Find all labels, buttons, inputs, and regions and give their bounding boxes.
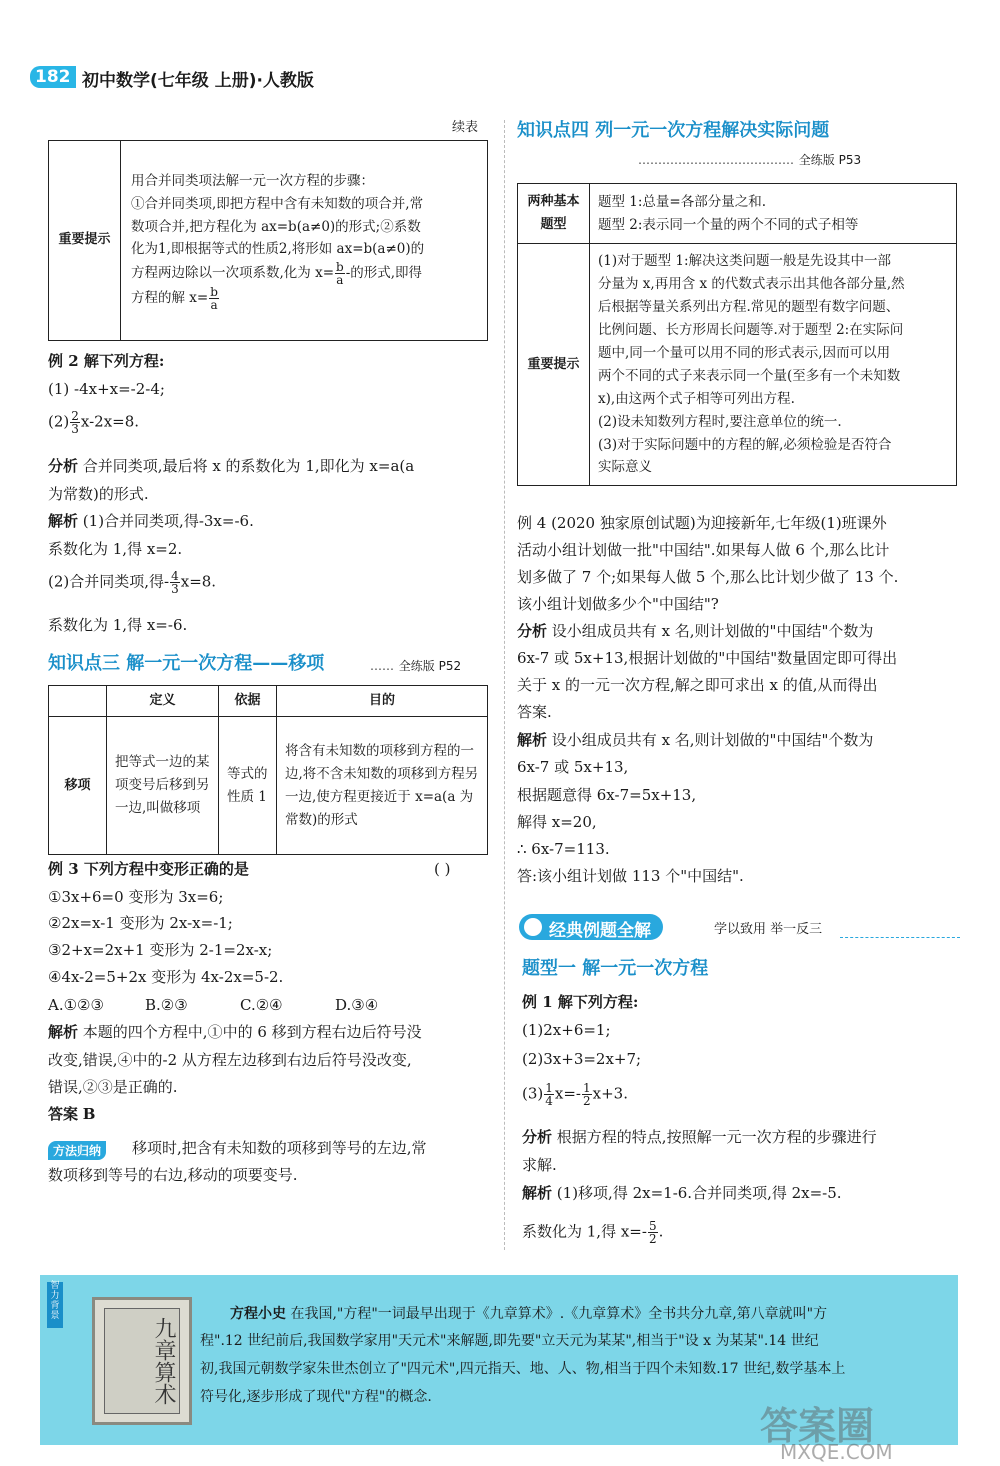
tip-table (48, 140, 488, 341)
knowledge-point-3-ref: …… 全练版 P52 (370, 659, 462, 673)
section-banner: 经典例题全解 (519, 914, 663, 940)
page-number: 182 (30, 66, 76, 88)
choice-b: B.②③ (145, 996, 188, 1014)
fraction: $\frac{b}{a}$ (210, 285, 218, 313)
example-4-solution: 解析 设小组成员共有 x 名,则计划做的"中国结"个数为 (517, 731, 874, 749)
example-2-analysis-2: 为常数)的形式. (48, 485, 149, 503)
note-line: (3)对于实际问题中的方程的解,必须检验是否符合 (598, 436, 892, 453)
note-line: 题中,同一个量可以用不同的形式表示,因而可以用 (598, 344, 891, 361)
types-table-label: 两种基本题型 (518, 184, 590, 244)
example-4-analysis: 6x-7 或 5x+13,根据计划做的"中国结"数量固定即可得出 (517, 649, 898, 667)
example-2-solution-2: 系数化为 1,得 x=2. (48, 540, 183, 558)
knowledge-point-4-title: 知识点四 列一元一次方程解决实际问题 (517, 120, 830, 141)
history-line-4: 符号化,逐步形成了现代"方程"的概念. (200, 1389, 432, 1405)
banner-underline (840, 937, 960, 938)
watermark-logo: 答案圈 (760, 1404, 875, 1448)
note-line: 比例问题、长方形周长问题等.对于题型 2:在实际问 (598, 321, 904, 338)
method-summary-2: 数项移到等号的右边,移动的项要变号. (48, 1166, 298, 1184)
move-table-header: 定义 (107, 686, 219, 717)
watermark-url: MXQE.COM (780, 1440, 893, 1464)
type-1-solution-2: 系数化为 1,得 x=- $\frac{5}{2}$ . (522, 1219, 664, 1246)
side-tab: 智力背景 (47, 1282, 63, 1328)
example-2-solution-1: 解析 (1)合并同类项,得-3x=-6. (48, 512, 254, 530)
fraction: $\frac{b}{a}$ (336, 260, 344, 288)
move-table-purpose: 将含有未知数的项移到方程的一边,将不含未知数的项移到方程另一边,使方程更接近于 x=a(a 为常数)的形式 (277, 717, 488, 855)
answer-bracket: ( ) (434, 860, 451, 878)
example-2-solution-4: 系数化为 1,得 x=-6. (48, 616, 188, 634)
example-4-solution: 解得 x=20, (517, 813, 597, 831)
types-table (517, 183, 957, 486)
type-2-text: 题型 2:表示同一个量的两个不同的式子相等 (598, 216, 859, 233)
example-4-line: 活动小组计划做一批"中国结".如果每人做 6 个,那么比计 (517, 541, 890, 559)
method-summary-tag: 方法归纳 (48, 1141, 106, 1160)
example-4-line: 划多做了 7 个;如果每人做 5 个,那么比计划少做了 13 个. (517, 568, 899, 586)
example-3-solution-3: 错误,②③是正确的. (48, 1078, 178, 1096)
tip-line: ①合并同类项,即把方程中含有未知数的项合并,常 (131, 195, 424, 212)
history-line-2: 程".12 世纪前后,我国数学家用"天元术"来解题,即先要"立天元为某某",相当于"设 x 为某某".14 世纪 (200, 1333, 819, 1349)
note-line: x),由这两个式子相等可列出方程. (598, 390, 795, 407)
example-2-problem-1: (1) -4x+x=-2-4; (48, 380, 165, 398)
example-4-solution: ∴ 6x-7=113. (517, 840, 610, 858)
type-1-example-title: 例 1 解下列方程: (522, 993, 639, 1011)
type-1-problem-2: (2)3x+3=2x+7; (522, 1050, 642, 1068)
move-table-header: 目的 (277, 686, 488, 717)
example-2-solution-3: (2)合并同类项,得- $\frac{4}{3}$ x=8. (48, 569, 217, 596)
type-1-problem-3: (3) $\frac{1}{4}$ x=- $\frac{1}{2}$ x+3. (522, 1081, 628, 1108)
example-4-line: 例 4 (2020 独家原创试题)为迎接新年,七年级(1)班课外 (517, 514, 887, 532)
note-line: (1)对于题型 1:解决这类问题一般是先设其中一部 (598, 253, 892, 269)
types-table-types (590, 184, 957, 244)
move-table-corner (49, 686, 107, 717)
example-4-solution: 6x-7 或 5x+13, (517, 758, 629, 776)
tip-line: 方程两边除以一次项系数,化为 x= $\frac{b}{a}$ -的形式,即得 (131, 260, 423, 288)
note-line: 分量为 x,再用含 x 的代数式表示出其他各部分量,然 (598, 275, 905, 292)
banner-icon (524, 918, 542, 936)
example-4-analysis: 关于 x 的一元一次方程,解之即可求出 x 的值,从而得出 (517, 676, 878, 694)
example-4-solution: 答:该小组计划做 113 个"中国结". (517, 867, 744, 885)
choice-c: C.②④ (240, 996, 283, 1014)
example-2-title: 例 2 解下列方程: (48, 352, 165, 370)
knowledge-point-3-title: 知识点三 解一元一次方程——移项 (48, 653, 325, 674)
type-1-problem-1: (1)2x+6=1; (522, 1021, 611, 1039)
type-1-text: 题型 1:总量=各部分量之和. (598, 193, 767, 210)
tip-table-label: 重要提示 (49, 141, 121, 341)
example-3-option: ②2x=x-1 变形为 2x-x=-1; (48, 914, 233, 932)
method-summary-1: 移项时,把含有未知数的项移到等号的左边,常 (132, 1139, 427, 1157)
example-3-title: 例 3 下列方程中变形正确的是 (48, 860, 249, 878)
page-title: 初中数学(七年级 上册)·人教版 (82, 71, 314, 91)
note-line: 后根据等量关系列出方程.常见的题型有数字问题、 (598, 298, 900, 315)
choice-d: D.③④ (335, 996, 379, 1014)
banner-subtitle: 学以致用 举一反三 (714, 922, 823, 937)
example-3-solution-1: 解析 本题的四个方程中,①中的 6 移到方程右边后符号没 (48, 1023, 422, 1041)
move-table (48, 685, 488, 855)
types-table-notes (590, 244, 957, 486)
example-3-answer: 答案 B (48, 1105, 96, 1123)
knowledge-point-4-ref: ………………………………… 全练版 P53 (638, 153, 862, 167)
fraction: $\frac{1}{4}$ (545, 1081, 553, 1108)
tip-line: 用合并同类项法解一元一次方程的步骤： (131, 172, 374, 189)
example-4-analysis: 答案. (517, 703, 552, 721)
move-table-row-label: 移项 (49, 717, 107, 855)
move-table-basis: 等式的性质 1 (219, 717, 277, 855)
move-table-definition: 把等式一边的某项变号后移到另一边,叫做移项 (107, 717, 219, 855)
book-cover-title: 九章算术 (104, 1308, 180, 1414)
note-line: 实际意义 (598, 459, 652, 476)
fraction: $\frac{5}{2}$ (648, 1219, 657, 1246)
continued-label: 续表 (452, 120, 479, 135)
example-4-analysis: 分析 设小组成员共有 x 名,则计划做的"中国结"个数为 (517, 622, 874, 640)
example-4-solution: 根据题意得 6x-7=5x+13, (517, 786, 697, 804)
tip-table-content (121, 141, 488, 341)
fraction: $\frac{4}{3}$ (171, 569, 179, 596)
history-line-3: 初,我国元朝数学家朱世杰创立了"四元术",四元指天、地、人、物,相当于四个未知数.17 世纪,数学基本上 (200, 1361, 846, 1377)
move-table-header: 依据 (219, 686, 277, 717)
question-type-1-title: 题型一 解一元一次方程 (522, 958, 709, 979)
example-3-option: ③2+x=2x+1 变形为 2-1=2x-x; (48, 941, 273, 959)
choice-a: A.①②③ (48, 996, 104, 1014)
tip-line: 数项合并,把方程化为 ax=b(a≠0)的形式;②系数 (131, 218, 421, 235)
fraction: $\frac{2}{3}$ (71, 409, 79, 436)
type-1-solution-1: 解析 (1)移项,得 2x=1-6.合并同类项,得 2x=-5. (522, 1184, 842, 1202)
column-divider (504, 120, 505, 1250)
example-2-problem-2: (2) $\frac{2}{3}$ x-2x=8. (48, 409, 140, 436)
tip-line: 方程的解 x= $\frac{b}{a}$ (131, 285, 218, 313)
example-2-analysis-1: 分析 合并同类项,最后将 x 的系数化为 1,即化为 x=a(a (48, 457, 415, 475)
tip-line: 化为1,即根据等式的性质2,将形如 ax=b(a≠0)的 (131, 241, 425, 258)
type-1-analysis-1: 分析 根据方程的特点,按照解一元一次方程的步骤进行 (522, 1128, 877, 1146)
note-line: (2)设未知数列方程时,要注意单位的统一. (598, 413, 842, 430)
example-3-solution-2: 改变,错误,④中的-2 从方程左边移到右边后符号没改变, (48, 1051, 412, 1069)
example-3-option: ①3x+6=0 变形为 3x=6; (48, 888, 224, 906)
example-4-line: 该小组计划做多少个"中国结"? (517, 595, 719, 613)
note-line: 两个不同的式子来表示同一个量(至多有一个未知数 (598, 367, 901, 384)
type-1-analysis-2: 求解. (522, 1156, 557, 1174)
example-3-option: ④4x-2=5+2x 变形为 4x-2x=5-2. (48, 968, 284, 986)
history-line-1: 方程小史 在我国,"方程"一词最早出现于《九章算术》.《九章算术》全书共分九章,第八章就叫"方 (230, 1306, 828, 1322)
types-table-tip-label: 重要提示 (518, 244, 590, 486)
fraction: $\frac{1}{2}$ (583, 1081, 591, 1108)
